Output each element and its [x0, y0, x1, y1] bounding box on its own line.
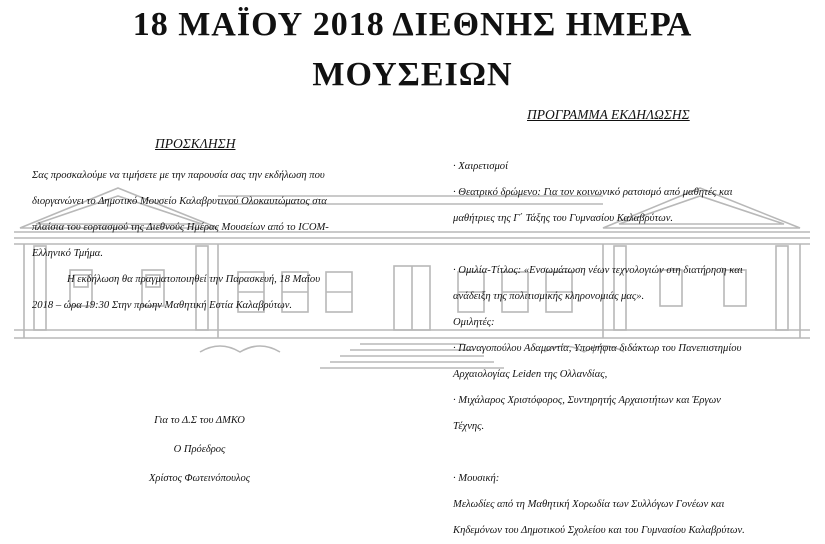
program-list [453, 154, 791, 544]
invitation-date-line: Η εκδήλωση θα πραγματοποιηθεί την Παρασκευή, 18 Μαΐου [67, 274, 321, 285]
music-line-cont: Κηδεμόνων του Δημοτικού Σχολείου και του Γυμνασίου Καλαβρύτων. [453, 525, 745, 536]
invitation-line: Σας προσκαλούμε να τιμήσετε με την παρουσία σας την εκδήλωση που [32, 170, 325, 181]
speaker-2-cont: Τέχνης. [453, 421, 485, 432]
program-item-greetings: · Χαιρετισμοί [453, 161, 509, 172]
speaker-2: · Μιχάλαρος Χριστόφορος, Συντηρητής Αρχαιοτήτων και Έργων [453, 395, 721, 406]
program-heading: ΠΡΟΓΡΑΜΜΑ ΕΚΔΗΛΩΣΗΣ [527, 107, 690, 122]
invitation-line: Ελληνικό Τμήμα. [32, 248, 103, 259]
invitation-heading: ΠΡΟΣΚΛΗΣΗ [155, 136, 236, 151]
program-item-theatre: · Θεατρικό δρώμενο: Για τον κοινωνικό ρατσισμό από μαθητές και [453, 187, 733, 198]
page-title-line1: 18 ΜΑΪΟΥ 2018 ΔΙΕΘΝΗΣ ΗΜΕΡΑ [132, 6, 693, 43]
program-item-talk: · Ομιλία-Τίτλος: «Ενσωμάτωση νέων τεχνολογιών στη διατήρηση και [453, 265, 743, 276]
program-item-talk-cont: ανάδειξη της πολιτισμικής κληρονομιάς μας». [453, 291, 645, 302]
signature-name: Χρίστος Φωτεινόπουλος [149, 473, 250, 484]
speakers-label: Ομιλητές: [453, 317, 495, 328]
program-item-theatre-cont: μαθήτριες της Γ΄ Τάξης του Γυμνασίου Καλαβρύτων. [453, 213, 674, 224]
music-label: · Μουσική: [453, 473, 500, 484]
signature-org: Για το Δ.Σ του ΔΜΚΟ [154, 415, 245, 426]
signature-role: Ο Πρόεδρος [173, 444, 226, 455]
invitation-text [32, 163, 376, 319]
speaker-1: · Παναγοπούλου Αδαμαντία, Υποψήφια διδάκτωρ του Πανεπιστημίου [453, 343, 742, 354]
invitation-line: πλαίσια του εορτασμού της Διεθνούς Ημέρας Μουσείων από το ICOM- [32, 222, 329, 233]
invitation-date-line: 2018 – ώρα 19:30 Στην πρώην Μαθητική Εστία Καλαβρύτων. [32, 300, 293, 311]
speaker-1-cont: Αρχαιολογίας Leiden της Ολλανδίας, [453, 369, 608, 380]
music-line: Μελωδίες από τη Μαθητική Χορωδία των Συλλόγων Γονέων και [453, 499, 725, 510]
invitation-line: διοργανώνει το Δημοτικό Μουσείο Καλαβρυτινού Ολοκαυτώματος στα [32, 196, 327, 207]
page-title-line2: ΜΟΥΣΕΙΩΝ [312, 56, 513, 93]
